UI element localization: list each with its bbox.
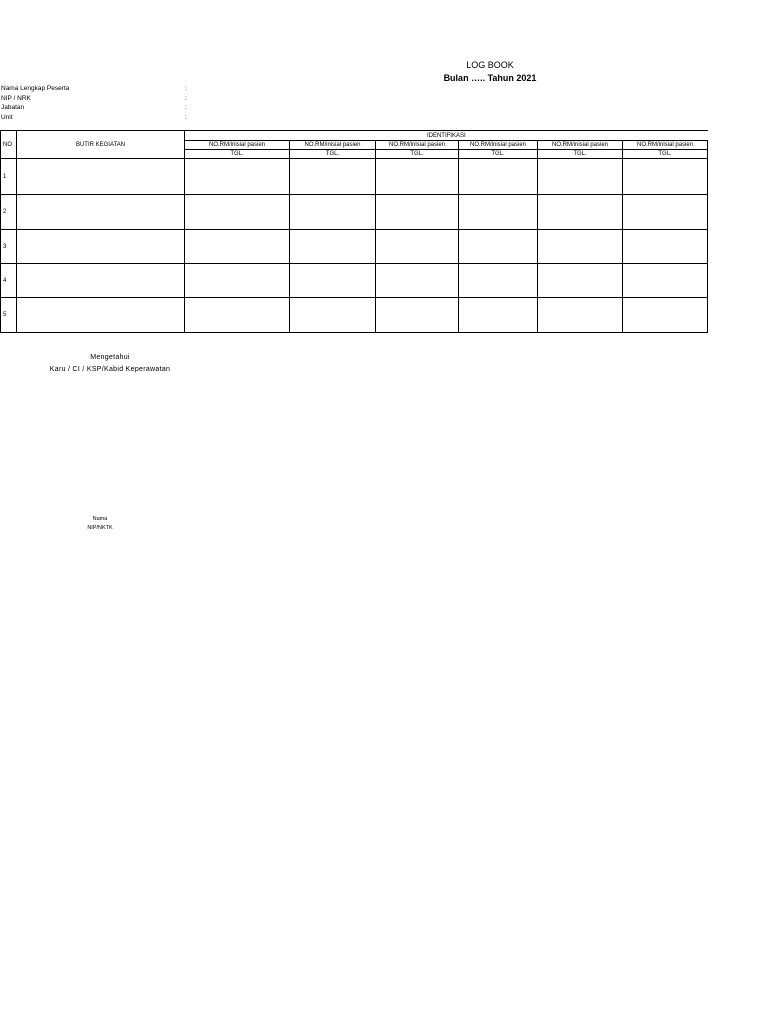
data-cell[interactable]: [538, 298, 623, 333]
field-row-unit: [1, 113, 191, 123]
rm-header: NO.RM/inisial pasien: [538, 141, 623, 150]
butir-cell[interactable]: [17, 230, 185, 264]
field-colon: :: [185, 113, 187, 121]
tgl-header: TGL.: [623, 150, 708, 159]
data-cell[interactable]: [623, 230, 708, 264]
data-cell[interactable]: [185, 264, 290, 298]
data-cell[interactable]: [290, 264, 376, 298]
data-cell[interactable]: [623, 298, 708, 333]
data-cell[interactable]: [459, 264, 538, 298]
field-label: Unit: [1, 113, 13, 121]
row-number: 4: [1, 264, 17, 298]
data-cell[interactable]: [376, 264, 459, 298]
rm-header: NO.RM/inisial pasien: [185, 141, 290, 150]
tgl-header: TGL.: [376, 150, 459, 159]
data-cell[interactable]: [459, 230, 538, 264]
table-row: [1, 159, 708, 195]
signatory-name-label: Nama: [92, 516, 108, 522]
rm-header: NO.RM/inisial pasien: [459, 141, 538, 150]
data-cell[interactable]: [290, 195, 376, 230]
data-cell[interactable]: [538, 195, 623, 230]
field-label: Jabatan: [1, 104, 25, 112]
butir-cell[interactable]: [17, 195, 185, 230]
tgl-header: TGL.: [538, 150, 623, 159]
data-cell[interactable]: [376, 298, 459, 333]
data-cell[interactable]: [538, 230, 623, 264]
data-cell[interactable]: [538, 264, 623, 298]
tgl-header: TGL.: [459, 150, 538, 159]
data-cell[interactable]: [459, 298, 538, 333]
data-cell[interactable]: [290, 298, 376, 333]
data-cell[interactable]: [290, 230, 376, 264]
data-cell[interactable]: [623, 159, 708, 195]
butir-kegiatan-header: BUTIR KEGIATAN: [17, 131, 185, 159]
no-header: NO: [1, 131, 17, 159]
data-cell[interactable]: [538, 159, 623, 195]
participant-fields: [1, 84, 191, 122]
rm-header: NO.RM/inisial pasien: [623, 141, 708, 150]
signatory-id-label: NIP/NKTK: [87, 525, 113, 531]
logbook-table: [0, 130, 708, 333]
data-cell[interactable]: [376, 195, 459, 230]
data-cell[interactable]: [459, 195, 538, 230]
acknowledge-role: Karu / CI / KSP/Kabid Keperawatan: [49, 366, 171, 373]
table-row: [1, 195, 708, 230]
field-label: NIP / NRK: [1, 94, 31, 102]
field-row-jabatan: [1, 103, 191, 113]
data-cell[interactable]: [623, 195, 708, 230]
rm-header: NO.RM/inisial pasien: [376, 141, 459, 150]
field-colon: :: [185, 94, 187, 102]
rm-header: NO.RM/inisial pasien: [290, 141, 376, 150]
field-row-nama: [1, 84, 191, 94]
tgl-header: TGL.: [185, 150, 290, 159]
field-label: Nama Lengkap Peserta: [1, 85, 70, 92]
table-row: [1, 230, 708, 264]
butir-cell[interactable]: [17, 298, 185, 333]
table-row: [1, 264, 708, 298]
data-cell[interactable]: [459, 159, 538, 195]
field-row-nip: [1, 94, 191, 104]
data-cell[interactable]: [185, 230, 290, 264]
row-number: 2: [1, 195, 17, 230]
data-cell[interactable]: [290, 159, 376, 195]
page-title: LOG BOOK: [466, 60, 514, 70]
data-cell[interactable]: [623, 264, 708, 298]
data-cell[interactable]: [185, 195, 290, 230]
data-cell[interactable]: [185, 298, 290, 333]
page-subtitle: Bulan ….. Tahun 2021: [443, 73, 537, 83]
row-number: 1: [1, 159, 17, 195]
identifikasi-header: IDENTIFIKASI: [185, 131, 708, 141]
row-number: 5: [1, 298, 17, 333]
tgl-header: TGL.: [290, 150, 376, 159]
data-cell[interactable]: [376, 159, 459, 195]
field-colon: :: [185, 85, 187, 92]
field-colon: :: [185, 104, 187, 112]
acknowledge-label: Mengetahui: [90, 354, 130, 361]
row-number: 3: [1, 230, 17, 264]
table-row: [1, 298, 708, 333]
data-cell[interactable]: [185, 159, 290, 195]
butir-cell[interactable]: [17, 264, 185, 298]
data-cell[interactable]: [376, 230, 459, 264]
butir-cell[interactable]: [17, 159, 185, 195]
